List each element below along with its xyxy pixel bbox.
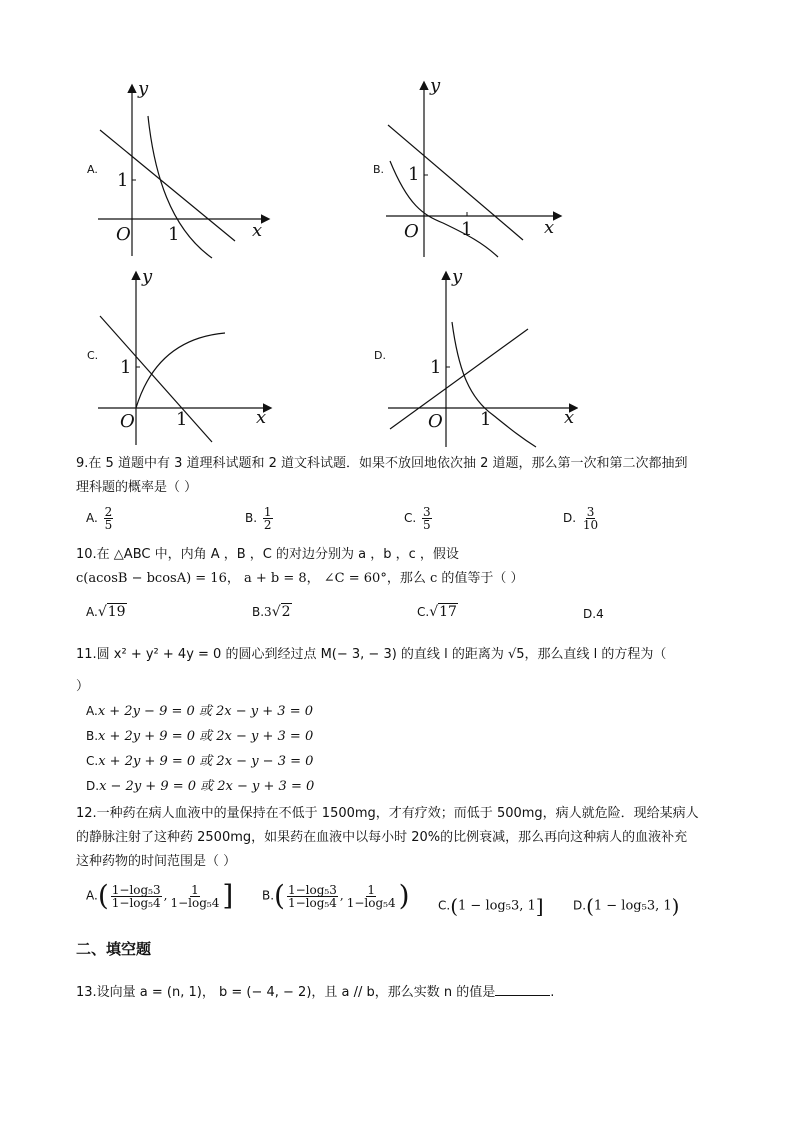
q11-option-d[interactable] bbox=[86, 778, 314, 795]
q12-b-frac2 bbox=[346, 884, 397, 909]
q12-d-text: 1 − log₅3, 1 bbox=[593, 898, 672, 914]
graph-b bbox=[368, 75, 568, 265]
q12-a-den1: 1−log₅4 bbox=[111, 895, 161, 910]
graph-d-one-y: 1 bbox=[430, 357, 442, 378]
q12-line3: 这种药物的时间范围是（ ） bbox=[76, 854, 237, 869]
q12-b-den2: 1−log₅4 bbox=[346, 895, 396, 910]
graph-a-one-x: 1 bbox=[168, 224, 180, 245]
q9-a-den: 5 bbox=[104, 518, 113, 532]
graph-b-o: O bbox=[404, 221, 419, 242]
q10-c-rad: 17 bbox=[439, 604, 457, 620]
q11-d-text: x − 2y + 9 = 0 或 2x − y + 3 = 0 bbox=[99, 779, 315, 794]
q10-option-a-label: A. bbox=[86, 605, 98, 619]
graph-a-svg bbox=[80, 78, 280, 268]
q12-option-d[interactable] bbox=[573, 892, 679, 920]
graph-c-o: O bbox=[120, 411, 135, 432]
q11-option-c[interactable] bbox=[86, 753, 313, 770]
q9-line1: 9.在 5 道题中有 3 道理科试题和 2 道文科试题．如果不放回地依次抽 2 道题，那么第一次和第二次都抽到 bbox=[76, 456, 688, 471]
q10-d-value: 4 bbox=[596, 607, 604, 621]
q12-a-frac2 bbox=[169, 884, 220, 909]
graph-d-o: O bbox=[428, 411, 443, 432]
q9-c-num: 3 bbox=[423, 505, 431, 519]
graph-a-one-y: 1 bbox=[117, 170, 129, 191]
q12-option-b-label: B. bbox=[262, 888, 275, 903]
q12-option-b[interactable]: B.( $\frac{\text{1−log₅3}}{\text{1−log₅4}}$ , $\frac{1}{\text{1−log₅4}}$ ) bbox=[262, 879, 410, 912]
q12-b-right: ) bbox=[398, 879, 410, 912]
q10-option-b[interactable] bbox=[252, 604, 292, 620]
q12-c-text: 1 − log₅3, 1 bbox=[458, 898, 536, 914]
q10-c-sqrt: √17 bbox=[429, 604, 457, 620]
q11-option-b-label: B. bbox=[86, 729, 99, 743]
q9-option-c-frac bbox=[422, 506, 432, 531]
graph-d-y: y bbox=[452, 266, 463, 287]
graph-d-label: D. bbox=[374, 349, 386, 362]
q10-a-sqrt: √19 bbox=[97, 604, 126, 620]
q13-end: . bbox=[550, 985, 555, 1000]
q12-line2: 的静脉注射了这种药 2500mg，如果药在血液中以每小时 20%的比例衰减，那么再向这种病人的血液补充 bbox=[76, 830, 688, 845]
q9-c-den: 5 bbox=[423, 518, 431, 532]
q10-option-d[interactable] bbox=[583, 606, 604, 622]
graph-c-one-y: 1 bbox=[120, 357, 132, 378]
q10-option-d-label: D. bbox=[583, 607, 597, 621]
graph-d-one-x: 1 bbox=[480, 409, 492, 430]
q11-line2: ） bbox=[76, 679, 90, 694]
q12-option-a[interactable]: A.( $\frac{\text{1−log₅3}}{\text{1−log₅4}}$ , $\frac{1}{\text{1−log₅4}}$ ] bbox=[86, 879, 234, 912]
q12-a-num2: 1 bbox=[191, 882, 199, 897]
q11-option-b[interactable] bbox=[86, 728, 313, 745]
q9-option-b-frac bbox=[263, 506, 273, 531]
q12-option-c[interactable] bbox=[438, 892, 544, 920]
q9-d-num: 3 bbox=[586, 505, 595, 519]
q9-b-den: 2 bbox=[263, 518, 272, 532]
graph-c-x: x bbox=[256, 407, 267, 428]
q12-b-num2: 1 bbox=[367, 882, 375, 897]
q9-line2: 理科题的概率是（ ） bbox=[76, 480, 198, 495]
q10-b-sqrt: √2 bbox=[271, 604, 291, 620]
graph-a-x: x bbox=[252, 220, 263, 241]
graph-c-one-x: 1 bbox=[176, 409, 188, 430]
q11-b-text: x + 2y + 9 = 0 或 2x − y + 3 = 0 bbox=[98, 729, 314, 744]
q9-option-b[interactable] bbox=[245, 506, 275, 531]
section-title: 二、填空题 bbox=[76, 940, 152, 958]
q10-option-a[interactable] bbox=[86, 604, 127, 620]
q9-option-c-label: C. bbox=[404, 511, 417, 525]
q11-option-a[interactable] bbox=[86, 703, 313, 720]
q11-line1: 11.圆 x² + y² + 4y = 0 的圆心到经过点 M(− 3, − 3) 的直线 l 的距离为 √5，那么直线 l 的方程为（ bbox=[76, 647, 667, 662]
q10-line1: 10.在 △ABC 中，内角 A ，B ，C 的对边分别为 a ，b ，c ，假设 bbox=[76, 547, 459, 562]
graph-b-one-y: 1 bbox=[408, 164, 420, 185]
graph-a-y: y bbox=[138, 78, 149, 99]
graph-b-label: B. bbox=[373, 163, 385, 176]
q10-line2: c(acosB − bcosA) = 16， a + b = 8， ∠C = 60°，那么 c 的值等于（ ） bbox=[76, 571, 524, 586]
q12-line1: 12.一种药在病人血液中的量保持在不低于 1500mg，才有疗效；而低于 500mg，病人就危险．现给某病人 bbox=[76, 806, 699, 821]
q12-b-left: ( bbox=[274, 879, 285, 912]
q12-b-num1: 1−log₅3 bbox=[287, 882, 337, 897]
q11-option-d-label: D. bbox=[86, 779, 100, 793]
graph-d-x: x bbox=[564, 407, 575, 428]
q9-b-num: 1 bbox=[263, 505, 272, 519]
q11-option-c-label: C. bbox=[86, 754, 99, 768]
q12-a-frac1 bbox=[111, 884, 162, 909]
q9-a-num: 2 bbox=[104, 505, 113, 519]
q12-option-d-label: D. bbox=[573, 898, 587, 913]
q12-a-right: ] bbox=[222, 879, 234, 912]
q9-option-c[interactable] bbox=[404, 506, 434, 531]
q11-a-text: x + 2y − 9 = 0 或 2x − y + 3 = 0 bbox=[97, 704, 313, 719]
q10-option-b-label: B. bbox=[252, 605, 265, 619]
graph-a bbox=[80, 78, 280, 268]
q9-option-b-label: B. bbox=[245, 511, 258, 525]
q12-option-a-label: A. bbox=[86, 888, 98, 903]
q12-d-right: ) bbox=[671, 894, 680, 918]
q10-option-c-label: C. bbox=[417, 605, 430, 619]
graph-b-y: y bbox=[430, 75, 441, 96]
q13-text: 13.设向量 a = (n, 1)， b = (− 4, − 2)，且 a // b，那么实数 n 的值是 bbox=[76, 985, 496, 1000]
q11-c-text: x + 2y + 9 = 0 或 2x − y − 3 = 0 bbox=[98, 754, 314, 769]
q9-d-den: 10 bbox=[582, 518, 599, 532]
q12-b-den1: 1−log₅4 bbox=[287, 895, 337, 910]
q9-option-a-label: A. bbox=[86, 511, 98, 525]
graph-b-x: x bbox=[544, 217, 555, 238]
graph-c-label: C. bbox=[87, 349, 99, 362]
q9-option-d-label: D. bbox=[563, 511, 577, 525]
q13-answer-blank[interactable] bbox=[495, 983, 550, 996]
q12-a-den2: 1−log₅4 bbox=[170, 895, 220, 910]
q9-option-d[interactable] bbox=[563, 506, 601, 531]
q11-option-a-label: A. bbox=[86, 704, 98, 718]
graph-d bbox=[368, 267, 578, 452]
q12-b-frac1 bbox=[287, 884, 338, 909]
q12-option-c-label: C. bbox=[438, 898, 451, 913]
q10-b-rad: 2 bbox=[281, 604, 291, 620]
graph-a-label: A. bbox=[87, 163, 98, 176]
q9-option-a[interactable] bbox=[86, 506, 115, 531]
q10-option-c[interactable] bbox=[417, 604, 458, 620]
q9-option-d-frac bbox=[582, 506, 599, 531]
q12-a-left: ( bbox=[97, 879, 109, 912]
q9-option-a-frac bbox=[104, 506, 114, 531]
q13-line bbox=[76, 983, 554, 1002]
graph-b-one-x: 1 bbox=[461, 219, 473, 240]
q10-b-coef: 3 bbox=[264, 605, 272, 619]
graph-c bbox=[80, 267, 280, 447]
q12-c-left: ( bbox=[450, 894, 459, 918]
q10-a-rad: 19 bbox=[107, 604, 126, 620]
q12-a-num1: 1−log₅3 bbox=[111, 882, 161, 897]
graph-a-o: O bbox=[116, 224, 131, 245]
q12-d-left: ( bbox=[586, 894, 594, 918]
q12-c-right: ] bbox=[535, 894, 544, 918]
graph-c-y: y bbox=[142, 266, 153, 287]
graph-d-svg bbox=[368, 267, 578, 452]
